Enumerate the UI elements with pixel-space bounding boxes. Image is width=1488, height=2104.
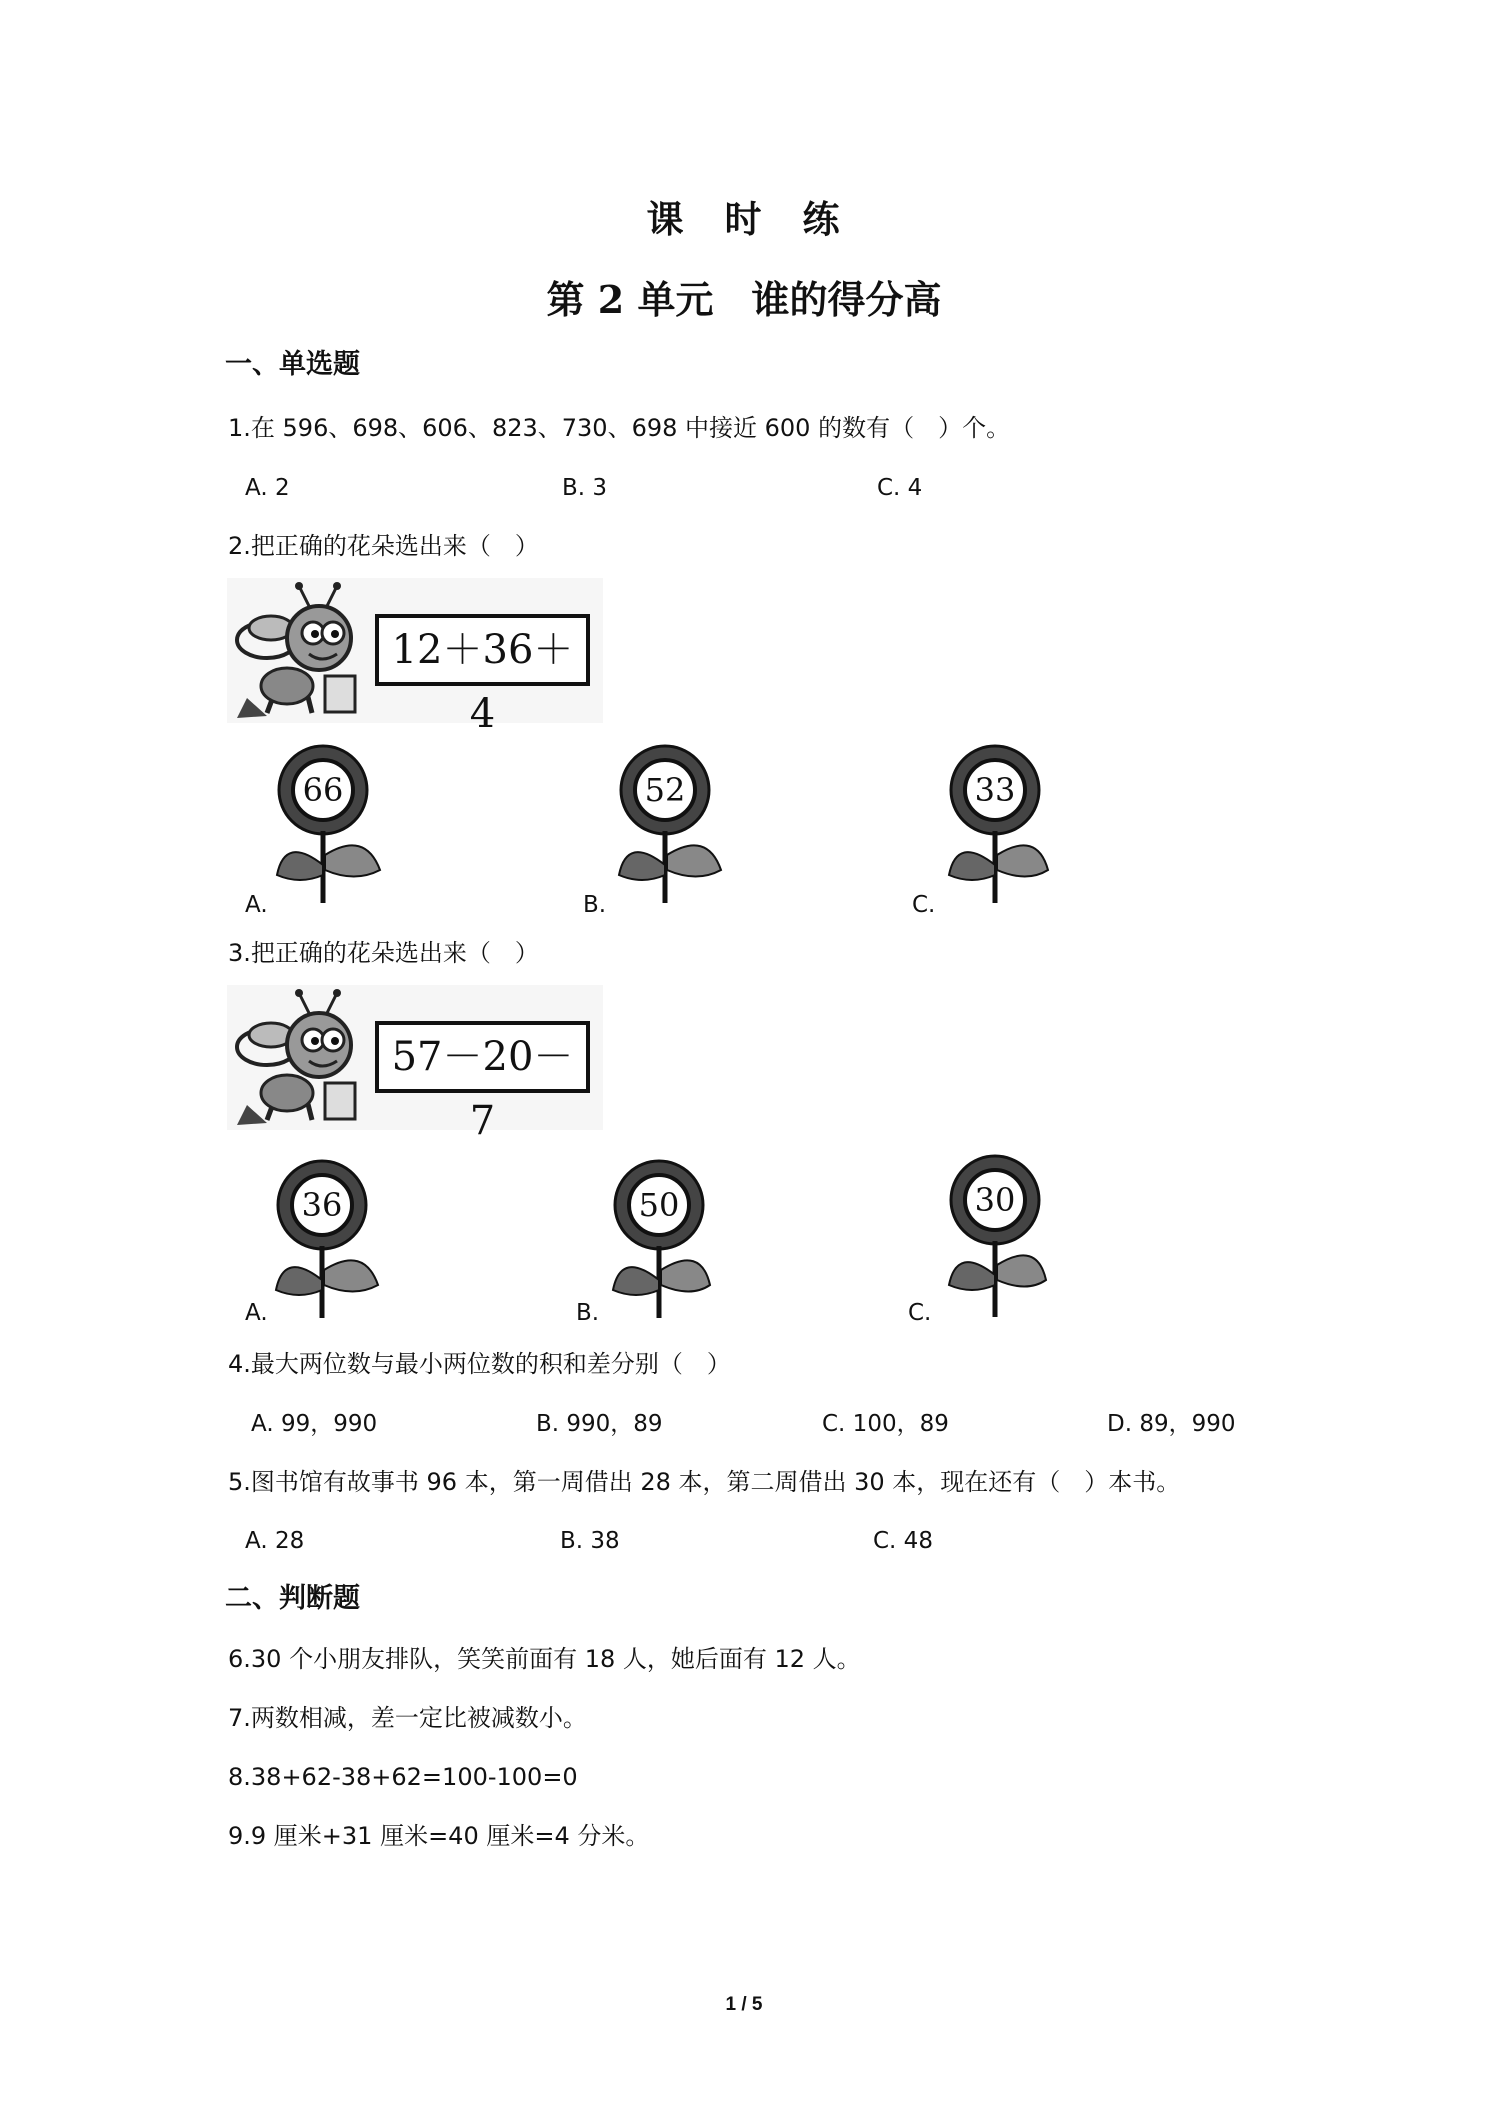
question-4: 4.最大两位数与最小两位数的积和差分别（ ） xyxy=(228,1350,731,1378)
q3-option-b[interactable]: B. xyxy=(576,1300,600,1326)
q5-option-a[interactable]: A. 28 xyxy=(245,1528,305,1554)
question-2: 2.把正确的花朵选出来（ ） xyxy=(228,532,539,560)
question-9: 9.9 厘米+31 厘米=40 厘米=4 分米。 xyxy=(228,1822,650,1850)
section-heading-true-false: 二、判断题 xyxy=(225,1583,360,1614)
q5-option-c[interactable]: C. 48 xyxy=(873,1528,933,1554)
question-8: 8.38+62-38+62=100-100=0 xyxy=(228,1763,578,1791)
bee-icon xyxy=(227,578,367,723)
page-title: 课 时 练 xyxy=(646,197,842,241)
q4-option-b[interactable]: B. 990，89 xyxy=(536,1411,663,1437)
q2-flower-b[interactable] xyxy=(613,735,723,905)
q4-option-d[interactable]: D. 89，990 xyxy=(1107,1411,1236,1437)
q5-option-b[interactable]: B. 38 xyxy=(560,1528,620,1554)
expression-box: 12＋36＋4 xyxy=(375,614,590,686)
q2-option-b[interactable]: B. xyxy=(583,892,607,918)
bee-expression-figure-2 xyxy=(227,985,603,1144)
question-3: 3.把正确的花朵选出来（ ） xyxy=(228,939,539,967)
q2-flower-c-number: 33 xyxy=(974,771,1016,809)
q4-option-a[interactable]: A. 99，990 xyxy=(251,1411,378,1437)
expression-box: 57－20－7 xyxy=(375,1021,590,1093)
q2-flower-c[interactable] xyxy=(940,735,1050,905)
q3-flower-b-number: 50 xyxy=(638,1186,680,1224)
q3-flower-c-number: 30 xyxy=(974,1181,1016,1219)
q3-flower-b[interactable] xyxy=(602,1150,712,1320)
page-number: 1 / 5 xyxy=(725,1994,763,2015)
q1-option-c[interactable]: C. 4 xyxy=(877,475,923,501)
q1-option-a[interactable]: A. 2 xyxy=(245,475,290,501)
q1-option-b[interactable]: B. 3 xyxy=(562,475,608,501)
q2-flower-b-number: 52 xyxy=(644,771,686,809)
q2-option-c[interactable]: C. xyxy=(912,892,936,918)
bee-icon xyxy=(227,985,367,1130)
question-1: 1.在 596、698、606、823、730、698 中接近 600 的数有（ ）个。 xyxy=(228,414,1011,442)
bee-expression-figure xyxy=(227,578,603,737)
q2-option-a[interactable]: A. xyxy=(245,892,268,918)
question-6: 6.30 个小朋友排队，笑笑前面有 18 人，她后面有 12 人。 xyxy=(228,1645,861,1673)
q2-flower-a[interactable] xyxy=(275,735,385,905)
q3-option-a[interactable]: A. xyxy=(245,1300,268,1326)
question-7: 7.两数相减，差一定比被减数小。 xyxy=(228,1704,587,1732)
q4-option-c[interactable]: C. 100，89 xyxy=(822,1411,949,1437)
section-heading-single-choice: 一、单选题 xyxy=(225,349,360,380)
q3-flower-c[interactable] xyxy=(938,1145,1048,1320)
q2-flower-a-number: 66 xyxy=(302,771,344,809)
q3-option-c[interactable]: C. xyxy=(908,1300,932,1326)
q3-flower-a-number: 36 xyxy=(301,1186,343,1224)
question-5: 5.图书馆有故事书 96 本，第一周借出 28 本，第二周借出 30 本，现在还有（ ）本书。 xyxy=(228,1468,1181,1496)
q3-flower-a[interactable] xyxy=(272,1150,382,1320)
unit-subtitle: 第 2 单元 谁的得分高 xyxy=(546,277,942,322)
